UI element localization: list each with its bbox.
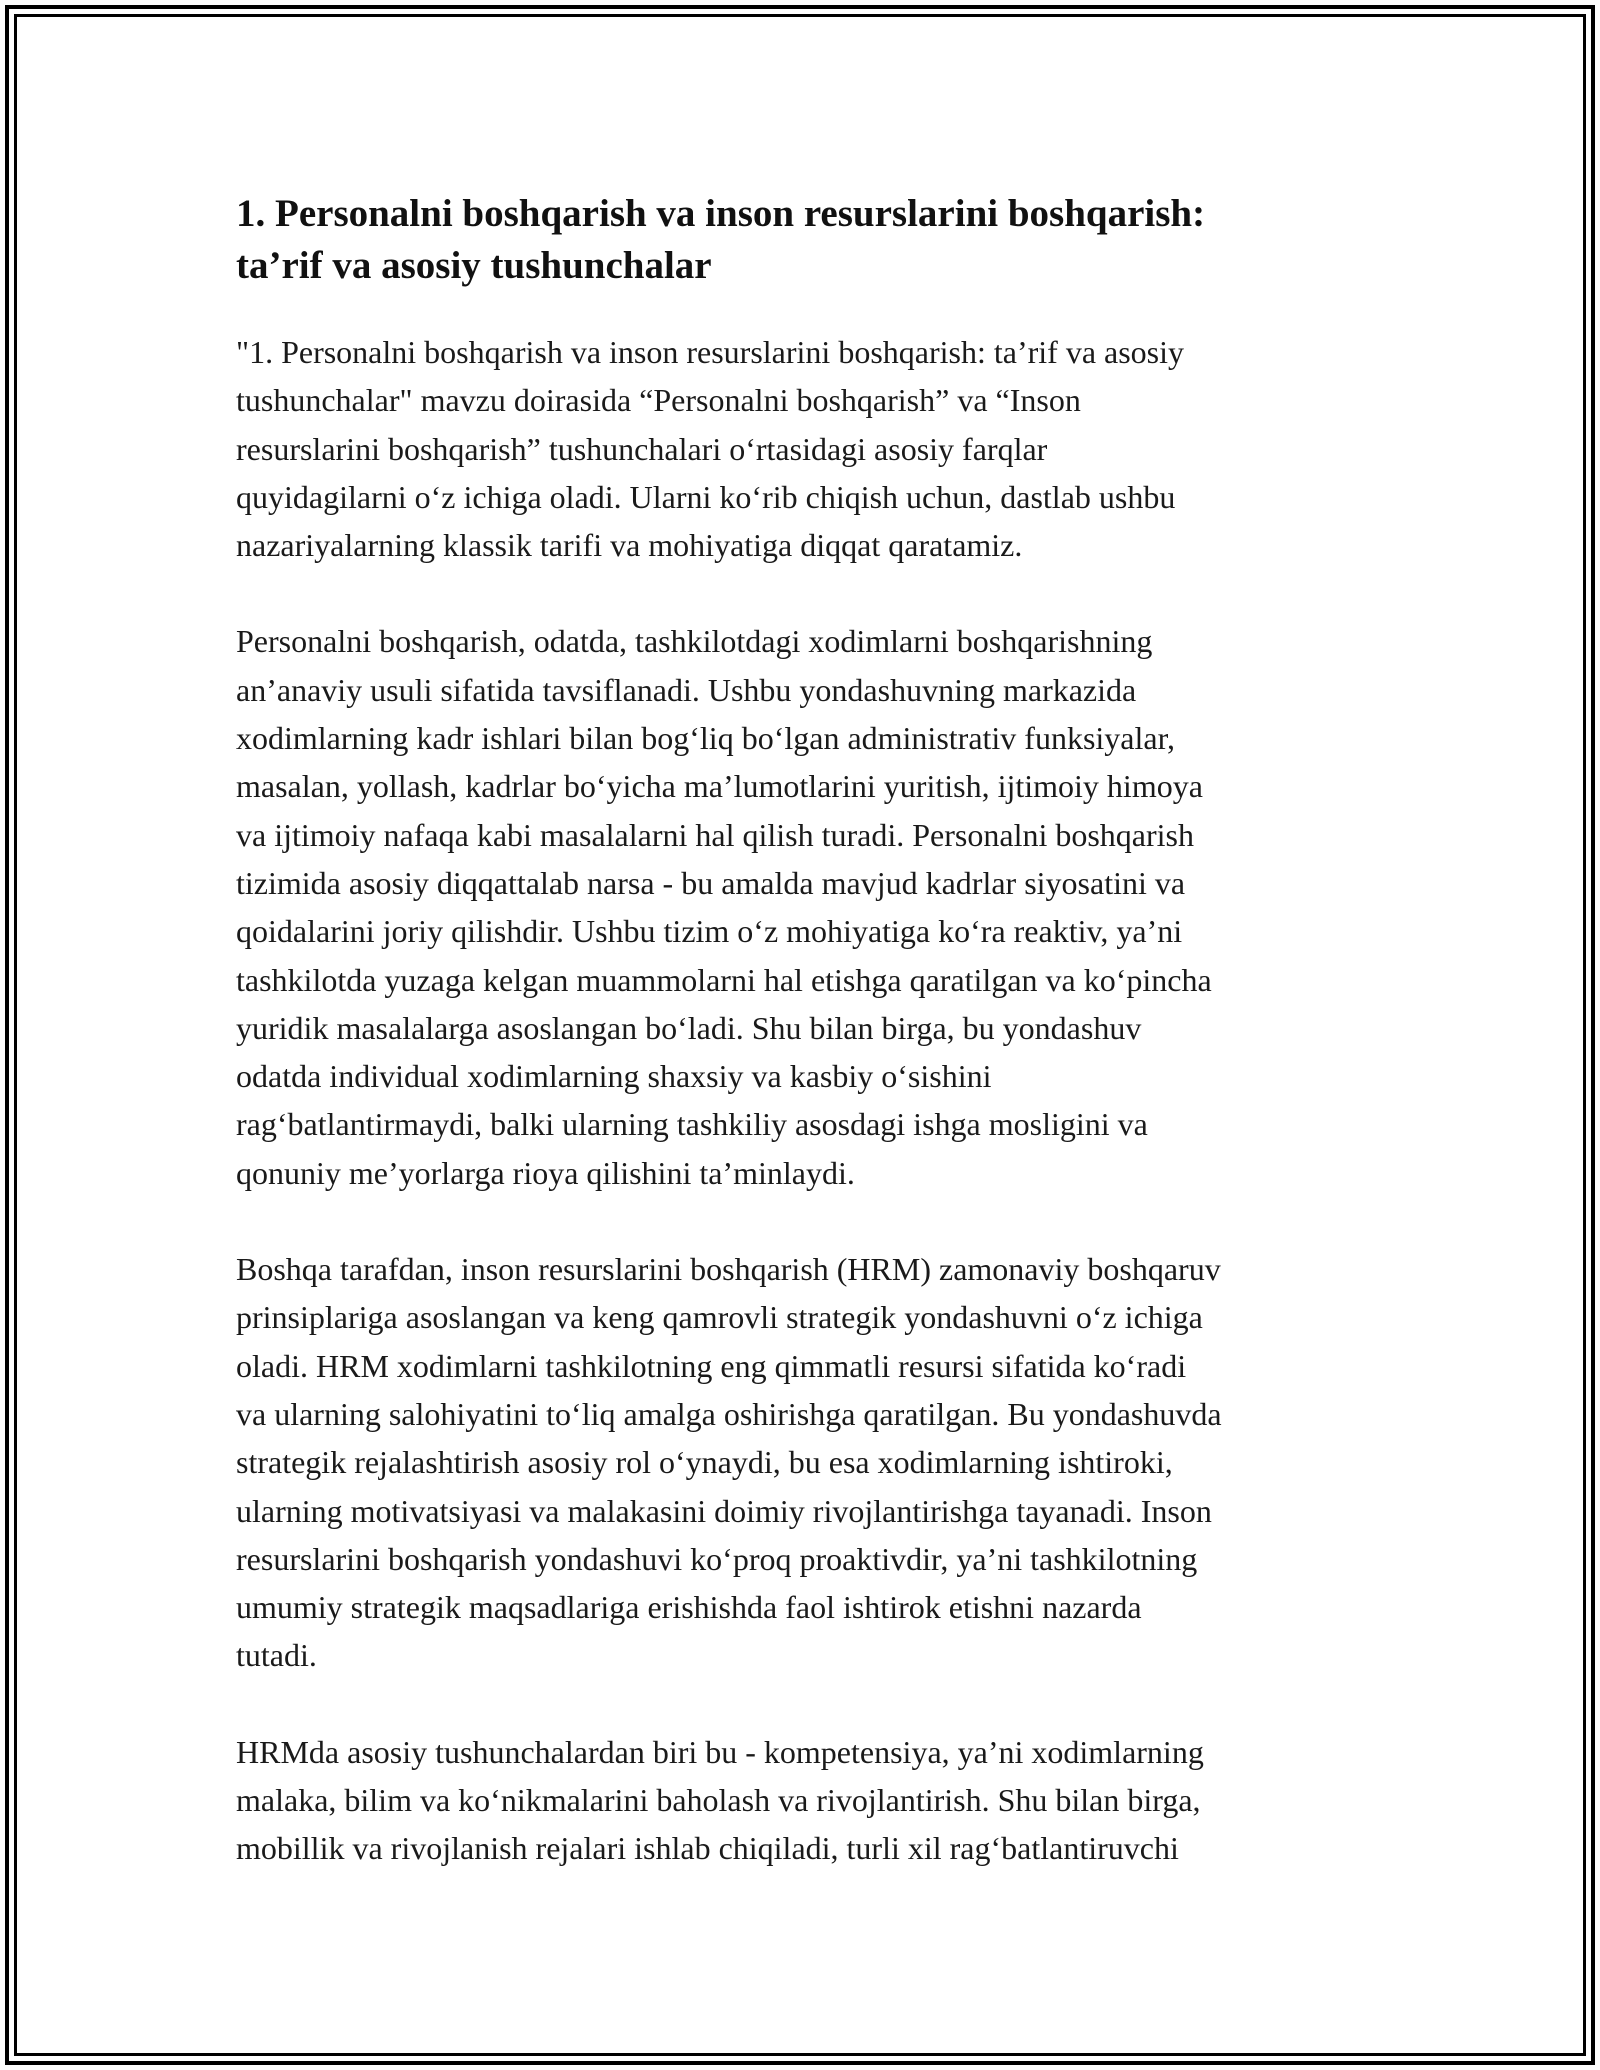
- text-line: nazariyalarning klassik tarifi va mohiyatiga diqqat qaratamiz.: [236, 527, 1023, 564]
- paragraph-1: [236, 328, 1376, 569]
- title-line: 1. Personalni boshqarish va inson resurslarini boshqarish:: [236, 192, 1206, 235]
- paragraph-3: [236, 1245, 1376, 1680]
- text-line: quyidagilarni o‘z ichiga oladi. Ularni ko‘rib chiqish uchun, dastlab ushbu: [236, 478, 1176, 515]
- text-line: resurslarini boshqarish yondashuvi ko‘proq proaktivdir, ya’ni tashkilotning: [236, 1540, 1198, 1577]
- text-line: qonuniy me’yorlarga rioya qilishini ta’minlaydi.: [236, 1154, 855, 1191]
- text-line: ularning motivatsiyasi va malakasini doimiy rivojlantirishga tayanadi. Inson: [236, 1492, 1212, 1529]
- paragraph-4: [236, 1728, 1376, 1873]
- text-line: odatda individual xodimlarning shaxsiy va kasbiy o‘sishini: [236, 1058, 992, 1095]
- text-line: qoidalarini joriy qilishdir. Ushbu tizim o‘z mohiyatiga ko‘ra reaktiv, ya’ni: [236, 913, 1183, 950]
- text-line: umumiy strategik maqsadlariga erishishda faol ishtirok etishni nazarda: [236, 1589, 1142, 1626]
- text-line: an’anaviy usuli sifatida tavsiflanadi. Ushbu yondashuvning markazida: [236, 671, 1137, 708]
- paragraph-2: [236, 617, 1376, 1197]
- text-line: Personalni boshqarish, odatda, tashkilotdagi xodimlarni boshqarishning: [236, 623, 1153, 660]
- text-line: va ularning salohiyatini to‘liq amalga oshirishga qaratilgan. Bu yondashuvda: [236, 1395, 1222, 1432]
- text-line: xodimlarning kadr ishlari bilan bog‘liq bo‘lgan administrativ funksiyalar,: [236, 720, 1175, 757]
- text-line: tizimida asosiy diqqattalab narsa - bu amalda mavjud kadrlar siyosatini va: [236, 864, 1186, 901]
- text-line: yuridik masalalarga asoslangan bo‘ladi. Shu bilan birga, bu yondashuv: [236, 1009, 1142, 1046]
- text-line: rag‘batlantirmaydi, balki ularning tashkiliy asosdagi ishga mosligini va: [236, 1106, 1148, 1143]
- text-line: "1. Personalni boshqarish va inson resurslarini boshqarish: ta’rif va asosiy: [236, 334, 1185, 370]
- text-line: tashkilotda yuzaga kelgan muammolarni hal etishga qaratilgan va ko‘pincha: [236, 961, 1212, 998]
- text-line: mobillik va rivojlanish rejalari ishlab chiqiladi, turli xil rag‘batlantiruvchi: [236, 1830, 1179, 1867]
- text-line: malaka, bilim va ko‘nikmalarini baholash va rivojlantirish. Shu bilan birga,: [236, 1782, 1201, 1819]
- text-line: resurslarini boshqarish” tushunchalari o‘rtasidagi asosiy farqlar: [236, 430, 1048, 467]
- text-line: strategik rejalashtirish asosiy rol o‘ynaydi, bu esa xodimlarning ishtiroki,: [236, 1444, 1173, 1481]
- title-line: ta’rif va asosiy tushunchalar: [236, 244, 712, 287]
- text-line: tutadi.: [236, 1637, 317, 1674]
- text-line: HRMda asosiy tushunchalardan biri bu - kompetensiya, ya’ni xodimlarning: [236, 1733, 1204, 1770]
- text-line: va ijtimoiy nafaqa kabi masalalarni hal qilish turadi. Personalni boshqarish: [236, 816, 1194, 853]
- text-line: tushunchalar" mavzu doirasida “Personalni boshqarish” va “Inson: [236, 382, 1081, 419]
- text-line: masalan, yollash, kadrlar bo‘yicha ma’lumotlarini yuritish, ijtimoiy himoya: [236, 768, 1203, 805]
- text-line: oladi. HRM xodimlarni tashkilotning eng qimmatli resursi sifatida ko‘radi: [236, 1347, 1187, 1384]
- text-line: Boshqa tarafdan, inson resurslarini boshqarish (HRM) zamonaviy boshqaruv: [236, 1251, 1221, 1288]
- text-line: prinsiplariga asoslangan va keng qamrovli strategik yondashuvni o‘z ichiga: [236, 1299, 1203, 1336]
- document-title: [236, 188, 1376, 292]
- document-content: [236, 188, 1376, 1921]
